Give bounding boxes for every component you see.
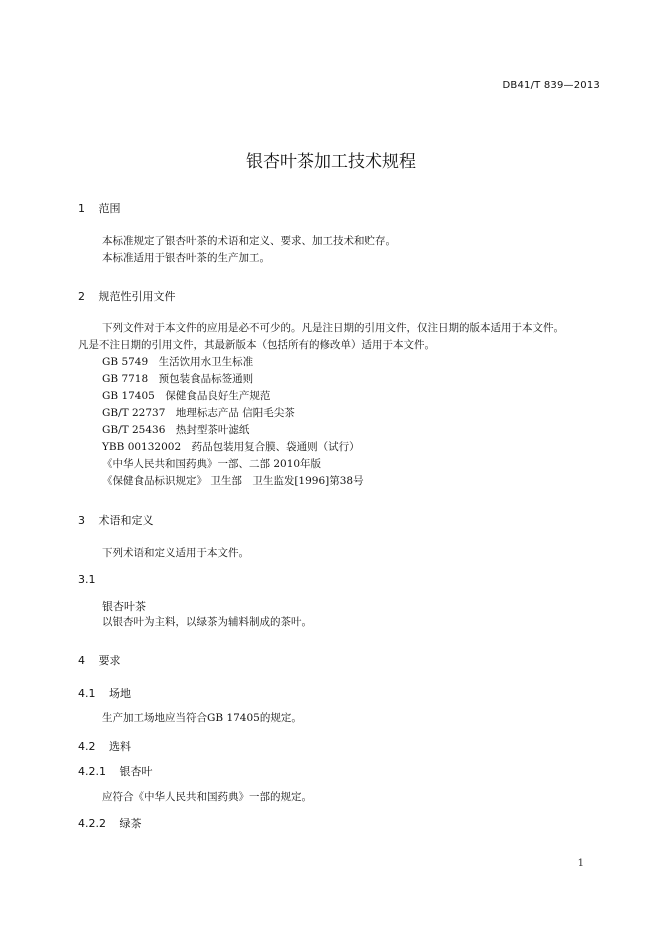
reference-item: YBB 00132002 药品包装用复合膜、袋通则（试行） [102,441,360,453]
standard-code: DB41/T 839—2013 [502,80,600,91]
subsection-number: 4.1 [78,687,96,700]
subsection-title: 银杏叶 [119,765,153,778]
scope-paragraph-1: 本标准规定了银杏叶茶的术语和定义、要求、加工技术和贮存。 [102,235,396,247]
subsection-4-2-heading [78,738,131,754]
scope-paragraph-2: 本标准适用于银杏叶茶的生产加工。 [102,252,270,264]
term-number: 3.1 [78,573,96,586]
subsection-number: 4.2 [78,740,96,753]
ginkgo-leaf-requirement: 应符合《中华人民共和国药典》一部的规定。 [102,791,312,803]
reference-item: GB 17405 保健食品良好生产规范 [102,390,271,402]
reference-item: GB/T 25436 热封型茶叶滤纸 [102,424,250,436]
reference-item: GB 7718 预包装食品标签通则 [102,373,254,385]
reference-item: 《中华人民共和国药典》一部、二部 2010年版 [102,458,322,470]
subsection-number: 4.2.2 [78,817,106,830]
subsection-4-2-2-heading [78,815,142,831]
section-number: 2 [78,290,85,303]
reference-item: GB 5749 生活饮用水卫生标准 [102,356,254,368]
section-4-heading [78,652,121,668]
term-definition: 以银杏叶为主料，以绿茶为辅料制成的茶叶。 [102,616,312,628]
section-1-heading [78,200,121,216]
section-title: 要求 [98,654,121,667]
subsection-number: 4.2.1 [78,765,106,778]
section-number: 3 [78,514,85,527]
section-number: 4 [78,654,85,667]
subsection-title: 场地 [109,687,131,700]
reference-item: 《保健食品标识规定》 卫生部 卫生监发[1996]第38号 [102,475,364,487]
section-title: 规范性引用文件 [98,290,176,303]
subsection-4-1-heading [78,685,131,701]
subsection-title: 绿茶 [119,817,142,830]
section-3-heading [78,512,154,528]
subsection-title: 选料 [109,740,131,753]
reference-item: GB/T 22737 地理标志产品 信阳毛尖茶 [102,407,295,419]
page-title: 银杏叶茶加工技术规程 [246,152,416,172]
subsection-4-2-1-heading [78,763,153,779]
terms-intro: 下列术语和定义适用于本文件。 [102,547,249,559]
section-title: 术语和定义 [98,514,154,527]
section-number: 1 [78,202,85,215]
site-requirement: 生产加工场地应当符合GB 17405的规定。 [102,712,302,724]
section-2-heading [78,288,176,304]
references-intro-line-2: 凡是不注日期的引用文件，其最新版本（包括所有的修改单）适用于本文件。 [78,339,435,351]
section-title: 范围 [98,202,121,215]
term-name: 银杏叶茶 [102,600,146,613]
references-intro-line-1: 下列文件对于本文件的应用是必不可少的。凡是注日期的引用文件，仅注日期的版本适用于本文件。 [102,322,564,334]
page-number: 1 [577,858,584,869]
